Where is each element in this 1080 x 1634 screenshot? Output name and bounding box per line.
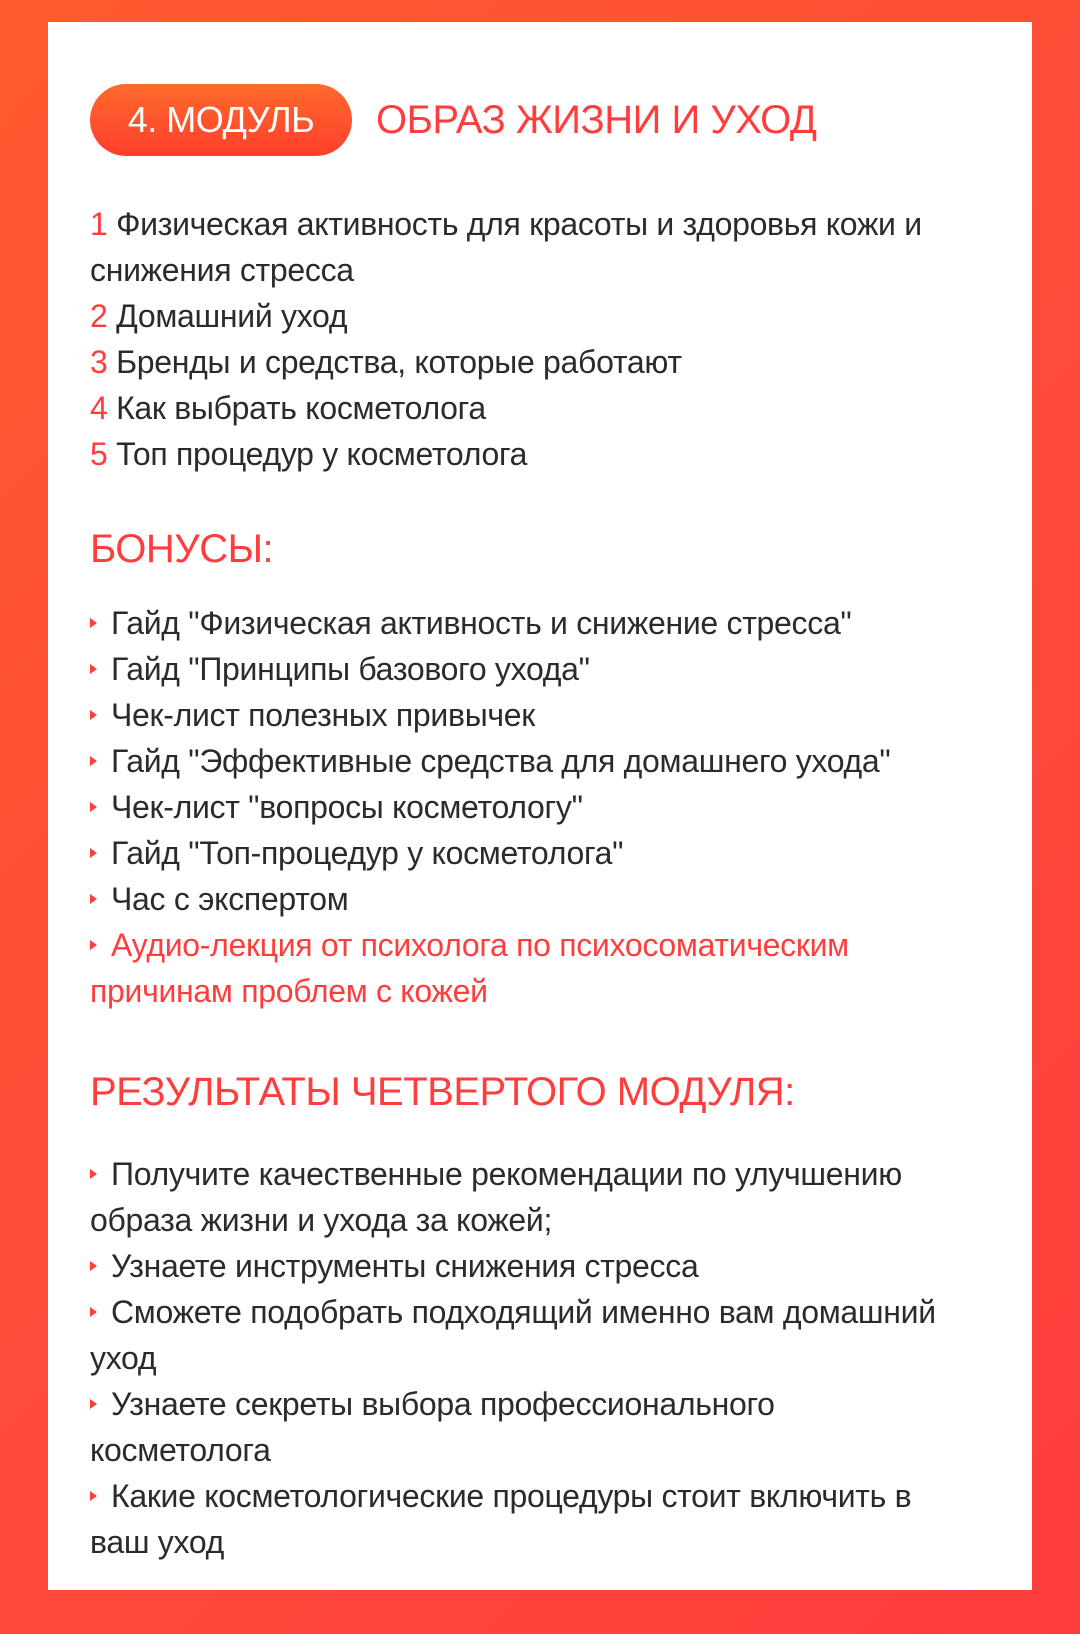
module-badge: 4. МОДУЛЬ bbox=[90, 84, 352, 156]
lesson-text: Топ процедур у косметолога bbox=[116, 436, 528, 472]
lesson-item bbox=[90, 339, 970, 385]
bonus-heading: БОНУСЫ: bbox=[90, 527, 274, 571]
bullet-icon bbox=[90, 894, 97, 904]
lesson-list bbox=[90, 201, 970, 477]
bonus-item bbox=[90, 876, 990, 922]
bonus-list bbox=[90, 600, 990, 1014]
bonus-text: Гайд "Топ-процедур у косметолога" bbox=[111, 835, 624, 871]
bonus-item bbox=[90, 646, 990, 692]
lesson-number: 4 bbox=[90, 390, 108, 426]
lesson-number: 5 bbox=[90, 436, 108, 472]
bullet-icon bbox=[90, 1491, 97, 1501]
results-list bbox=[90, 1151, 950, 1565]
lesson-text: Бренды и средства, которые работают bbox=[116, 344, 682, 380]
module-title: ОБРАЗ ЖИЗНИ И УХОД bbox=[376, 97, 817, 142]
result-item bbox=[90, 1151, 950, 1243]
bullet-icon bbox=[90, 618, 97, 628]
bullet-icon bbox=[90, 664, 97, 674]
lesson-text: Домашний уход bbox=[116, 298, 348, 334]
bullet-icon bbox=[90, 710, 97, 720]
lesson-number: 3 bbox=[90, 344, 108, 380]
results-heading: РЕЗУЛЬТАТЫ ЧЕТВЕРТОГО МОДУЛЯ: bbox=[90, 1070, 795, 1114]
bonus-text: Аудио-лекция от психолога по психосоматическим причинам проблем с кожей bbox=[90, 927, 849, 1009]
module-header bbox=[90, 84, 1032, 156]
bonus-text: Чек-лист полезных привычек bbox=[111, 697, 535, 733]
lesson-text: Как выбрать косметолога bbox=[116, 390, 486, 426]
bullet-icon bbox=[90, 1169, 97, 1179]
bonus-text: Гайд "Физическая активность и снижение стресса" bbox=[111, 605, 852, 641]
bonus-text: Час с экспертом bbox=[111, 881, 349, 917]
result-text: Сможете подобрать подходящий именно вам домашний уход bbox=[90, 1294, 936, 1376]
bonus-item-highlight bbox=[90, 922, 990, 1014]
result-item bbox=[90, 1473, 950, 1565]
lesson-item bbox=[90, 201, 970, 293]
lesson-item bbox=[90, 385, 970, 431]
bullet-icon bbox=[90, 802, 97, 812]
result-text: Узнаете инструменты снижения стресса bbox=[111, 1248, 699, 1284]
bonus-text: Гайд "Эффективные средства для домашнего ухода" bbox=[111, 743, 891, 779]
bonus-item bbox=[90, 600, 990, 646]
bonus-item bbox=[90, 830, 990, 876]
bullet-icon bbox=[90, 940, 97, 950]
bullet-icon bbox=[90, 1307, 97, 1317]
bonus-item bbox=[90, 784, 990, 830]
bonus-item bbox=[90, 738, 990, 784]
bullet-icon bbox=[90, 756, 97, 766]
bonus-text: Чек-лист "вопросы косметологу" bbox=[111, 789, 583, 825]
result-item bbox=[90, 1381, 950, 1473]
lesson-number: 1 bbox=[90, 206, 108, 242]
result-text: Какие косметологические процедуры стоит включить в ваш уход bbox=[90, 1478, 912, 1560]
lesson-text: Физическая активность для красоты и здоровья кожи и снижения стресса bbox=[90, 206, 922, 288]
result-item bbox=[90, 1289, 950, 1381]
result-item bbox=[90, 1243, 950, 1289]
result-text: Узнаете секреты выбора профессионального косметолога bbox=[90, 1386, 775, 1468]
bonus-text: Гайд "Принципы базового ухода" bbox=[111, 651, 590, 687]
content-card bbox=[48, 22, 1032, 1590]
bullet-icon bbox=[90, 848, 97, 858]
bullet-icon bbox=[90, 1399, 97, 1409]
lesson-item bbox=[90, 431, 970, 477]
result-text: Получите качественные рекомендации по улучшению образа жизни и ухода за кожей; bbox=[90, 1156, 902, 1238]
bullet-icon bbox=[90, 1261, 97, 1271]
bonus-item bbox=[90, 692, 990, 738]
lesson-item bbox=[90, 293, 970, 339]
lesson-number: 2 bbox=[90, 298, 108, 334]
